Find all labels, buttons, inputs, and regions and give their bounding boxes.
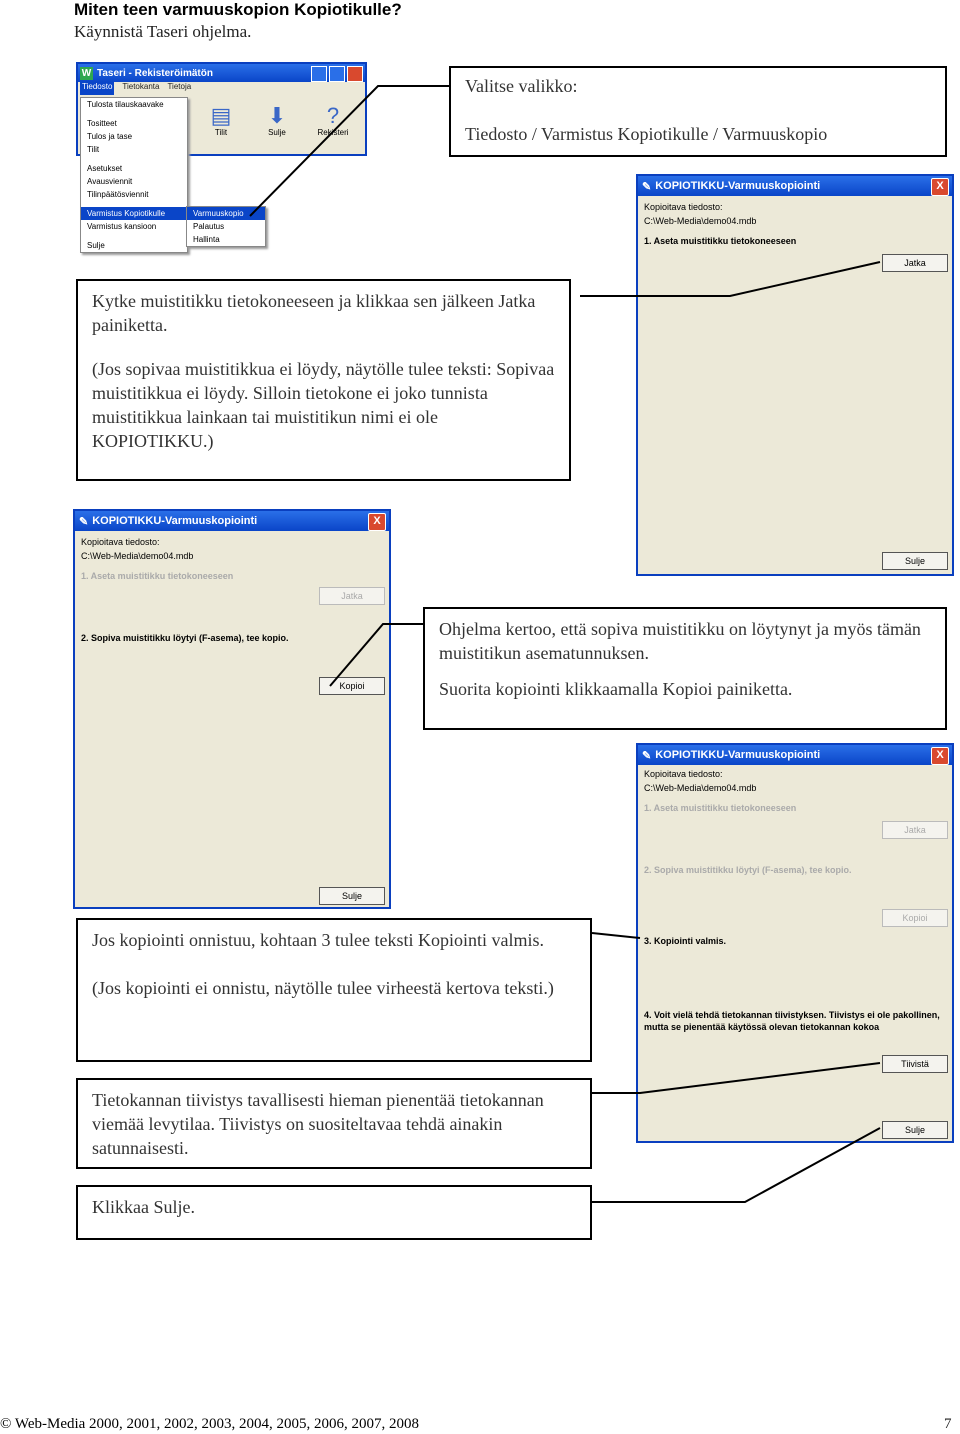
kopioi-button[interactable]: Kopioi <box>319 677 385 695</box>
ledger-icon: ▤ <box>210 103 232 128</box>
step1-label: 1. Aseta muistitikku tietokoneeseen <box>644 236 797 246</box>
jatka-button[interactable]: Jatka <box>882 254 948 272</box>
menu-item[interactable]: Tilinpäätösviennit <box>87 190 149 199</box>
menu-item[interactable]: Tulosta tilauskaavake <box>87 100 164 109</box>
step2-label: 2. Sopiva muistitikku löytyi (F-asema), tee kopio. <box>81 633 289 643</box>
toolbar-sulje-label: Sulje <box>268 128 286 137</box>
note-text: Jos kopiointi onnistuu, kohtaan 3 tulee teksti Kopiointi valmis. <box>92 930 544 950</box>
note-text: Suorita kopiointi klikkaamalla Kopioi painiketta. <box>439 679 793 699</box>
menu-item[interactable]: Varmistus kansioon <box>87 222 157 231</box>
page-subtitle: Käynnistä Taseri ohjelma. <box>74 22 252 41</box>
note-text: Valitse valikko: <box>465 76 578 96</box>
connector-line <box>592 933 640 938</box>
dialog-title: KOPIOTIKKU-Varmuuskopiointi <box>655 749 821 761</box>
step1-label: 1. Aseta muistitikku tietokoneeseen <box>644 803 797 813</box>
jatka-button: Jatka <box>882 821 948 839</box>
toolbar-tilit-button[interactable] <box>200 104 242 137</box>
footer-copyright: © Web-Media 2000, 2001, 2002, 2003, 2004, 2005, 2006, 2007, 2008 <box>0 1416 420 1432</box>
page-title: Miten teen varmuuskopion Kopiotikulle? <box>74 0 402 19</box>
close-icon[interactable]: X <box>931 178 949 196</box>
dialog-step3 <box>636 743 954 1143</box>
dialog-step2 <box>73 509 391 909</box>
note-text: (Jos sopivaa muistitikkua ei löydy, näytölle tulee teksti: Sopivaa muistitikkua ei löydy. Silloin tietokone ei joko tunnista muistitikkua lainkaan tai muistitikun nimi ei ole KOPIOTIKKU.) <box>92 359 555 451</box>
pencil-icon: ✎ <box>642 749 652 762</box>
toolbar-tilit-label: Tilit <box>214 128 228 137</box>
menu-item[interactable]: Tulos ja tase <box>87 132 133 141</box>
tiivista-button[interactable]: Tiivistä <box>882 1055 948 1073</box>
dialog-titlebar <box>638 176 952 196</box>
menu-tietoja[interactable]: Tietoja <box>167 82 192 91</box>
dialog-step1 <box>636 174 954 576</box>
minimize-icon[interactable] <box>311 66 327 82</box>
help-icon: ? <box>326 103 340 128</box>
step4-label: 4. Voit vielä tehdä tietokannan tiivistyksen. Tiivistys ei ole pakollinen, mutta se pienentää käytössä olevan tietokannan kokoa <box>644 1010 940 1032</box>
file-label: Kopioitava tiedosto: <box>81 537 160 547</box>
note-connect <box>76 279 571 481</box>
step1-label: 1. Aseta muistitikku tietokoneeseen <box>81 571 234 581</box>
menu-item[interactable]: Avausviennit <box>87 177 133 186</box>
step2-label: 2. Sopiva muistitikku löytyi (F-asema), tee kopio. <box>644 865 852 875</box>
file-path: C:\Web-Media\demo04.mdb <box>644 783 757 793</box>
note-text: Kytke muistitikku tietokoneeseen ja klikkaa sen jälkeen Jatka painiketta. <box>92 291 536 335</box>
file-label: Kopioitava tiedosto: <box>644 769 723 779</box>
note-menu-path <box>449 66 947 157</box>
note-text: Tietokannan tiivistys tavallisesti hieman pienentää tietokannan viemää levytilaa. Tiivistys on suositeltavaa tehdä ainakin satunnaisesti. <box>92 1090 544 1158</box>
toolbar-rekisteri-button[interactable] <box>312 104 354 137</box>
close-icon[interactable]: X <box>931 747 949 765</box>
varmistus-submenu <box>186 206 266 247</box>
toolbar-rekisteri-label: Rekisteri <box>317 128 349 137</box>
note-done <box>76 918 592 1062</box>
pencil-icon: ✎ <box>642 180 652 193</box>
maximize-icon[interactable] <box>329 66 345 82</box>
sulje-button[interactable]: Sulje <box>882 1121 948 1139</box>
menu-item[interactable]: Tositteet <box>87 119 117 128</box>
menu-tietokanta[interactable]: Tietokanta <box>122 82 160 91</box>
note-compress <box>76 1078 592 1169</box>
note-close <box>76 1185 592 1240</box>
jatka-button: Jatka <box>319 587 385 605</box>
toolbar-sulje-button[interactable] <box>256 104 298 137</box>
submenu-item[interactable]: Palautus <box>193 222 225 231</box>
file-path: C:\Web-Media\demo04.mdb <box>81 551 194 561</box>
page-number: 7 <box>944 1416 952 1432</box>
tiedosto-menu <box>80 97 188 253</box>
note-found <box>423 607 947 730</box>
sulje-button[interactable]: Sulje <box>319 887 385 905</box>
menu-tiedosto[interactable]: Tiedosto <box>80 82 114 95</box>
app-icon: W <box>81 67 92 79</box>
note-text: Klikkaa Sulje. <box>92 1197 195 1217</box>
taseri-menubar <box>78 82 365 95</box>
arrow-down-icon: ⬇ <box>267 103 287 128</box>
taseri-title: Taseri - Rekisteröimätön <box>97 67 213 79</box>
dialog-title: KOPIOTIKKU-Varmuuskopiointi <box>655 180 821 192</box>
submenu-item-varmuuskopio[interactable]: Varmuuskopio <box>187 207 265 220</box>
file-path: C:\Web-Media\demo04.mdb <box>644 216 757 226</box>
close-icon[interactable]: X <box>368 513 386 531</box>
close-icon[interactable] <box>347 66 363 82</box>
dialog-titlebar <box>638 745 952 765</box>
menu-item[interactable]: Asetukset <box>87 164 123 173</box>
sulje-button[interactable]: Sulje <box>882 552 948 570</box>
note-text: Ohjelma kertoo, että sopiva muistitikku on löytynyt ja myös tämän muistitikun asematunnuksen. <box>439 619 921 663</box>
menu-item-varmistus-kopiotikulle[interactable]: Varmistus Kopiotikulle <box>81 207 187 220</box>
submenu-item[interactable]: Hallinta <box>193 235 220 244</box>
dialog-title: KOPIOTIKKU-Varmuuskopiointi <box>92 515 258 527</box>
note-text: Tiedosto / Varmistus Kopiotikulle / Varmuuskopio <box>465 124 828 144</box>
kopioi-button: Kopioi <box>882 909 948 927</box>
menu-item[interactable]: Sulje <box>87 241 105 250</box>
pencil-icon: ✎ <box>79 515 89 528</box>
dialog-titlebar <box>75 511 389 531</box>
menu-item[interactable]: Tilit <box>87 145 100 154</box>
step3-label: 3. Kopiointi valmis. <box>644 936 727 946</box>
file-label: Kopioitava tiedosto: <box>644 202 723 212</box>
note-text: (Jos kopiointi ei onnistu, näytölle tulee virheestä kertova teksti.) <box>92 978 554 998</box>
